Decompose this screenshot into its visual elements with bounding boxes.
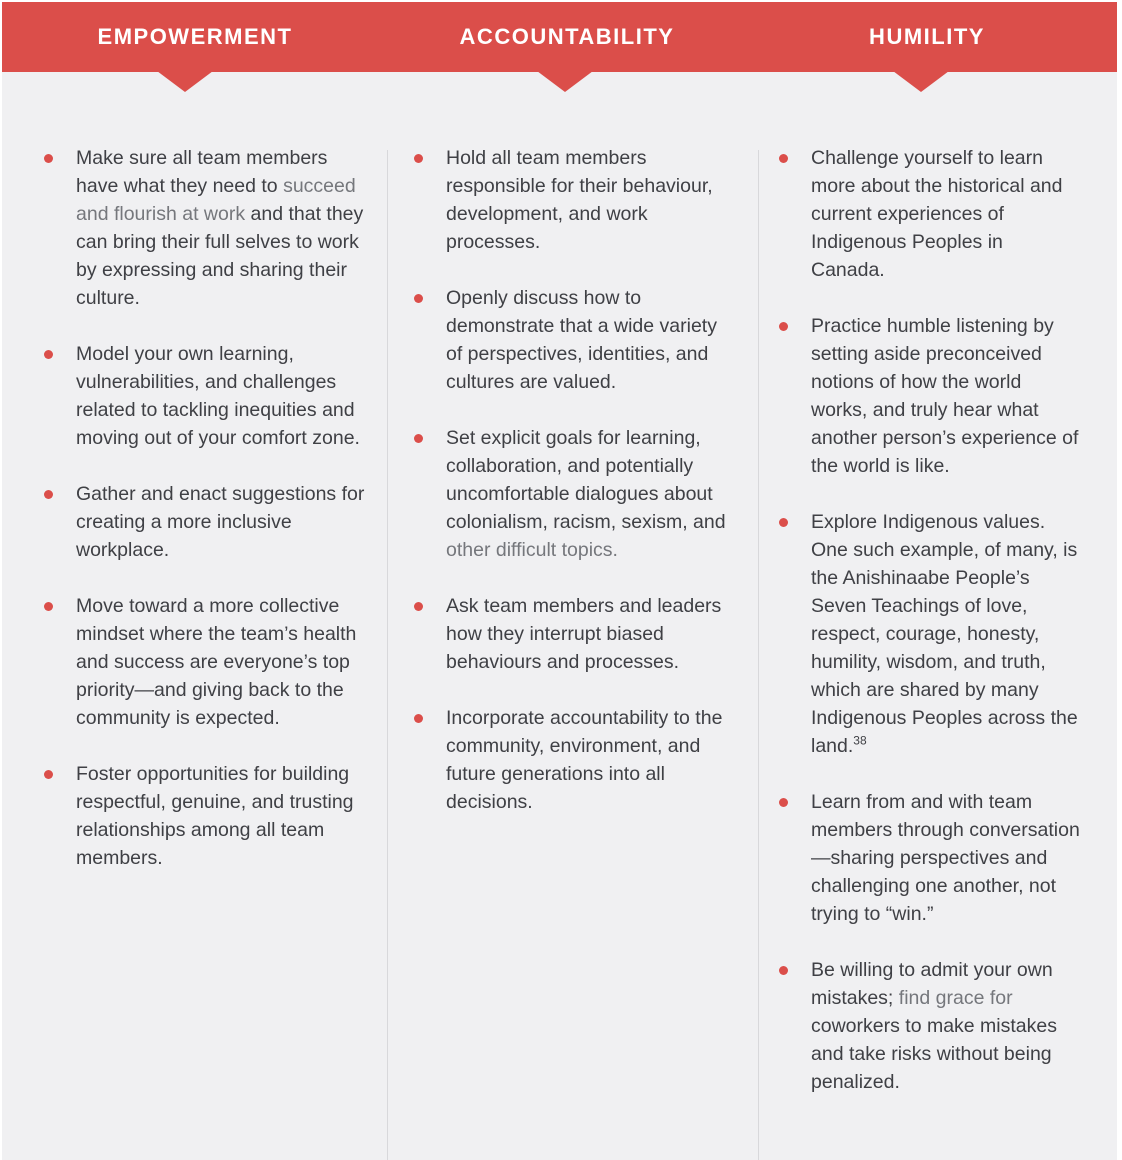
- bullet-icon: [779, 518, 788, 527]
- list-item-text: Explore Indigenous values. One such example, of many, is the Anishinaabe People’s Seven Teachings of love, respect, courage, honesty, humility, wisdom, and truth, which are shared by many Indigenous Peoples across the land.$^{38}$: [811, 511, 1078, 757]
- list-item-text: Move toward a more collective mindset where the team’s health and success are everyone’s top priority—and giving back to the community is expected.: [76, 595, 357, 729]
- bullet-icon: [779, 322, 788, 331]
- list-item: [44, 760, 366, 872]
- list-item: [779, 144, 1081, 284]
- list-item-text: Incorporate accountability to the community, environment, and future generations into all decisions.: [446, 707, 723, 813]
- list-item: [779, 788, 1081, 928]
- column-divider-left: [387, 150, 388, 1160]
- list-item-text: Model your own learning, vulnerabilities, and challenges related to tackling inequities and moving out of your comfort zone.: [76, 343, 360, 449]
- accountability-list: [414, 144, 738, 844]
- bullet-icon: [414, 154, 423, 163]
- footnote-reference: 38: [853, 733, 867, 748]
- empowerment-list: [44, 144, 366, 900]
- bullet-icon: [44, 154, 53, 163]
- list-item-text: Ask team members and leaders how they interrupt biased behaviours and processes.: [446, 595, 722, 673]
- list-item: [414, 284, 738, 396]
- list-item-text: Hold all team members responsible for their behaviour, development, and work processes.: [446, 147, 713, 253]
- bullet-icon: [44, 350, 53, 359]
- list-item-text: Learn from and with team members through conversation—sharing perspectives and challenging one another, not trying to “win.”: [811, 791, 1080, 925]
- list-item-text: Set explicit goals for learning, collaboration, and potentially uncomfortable dialogues about colonialism, racism, sexism, and other difficult topics.: [446, 427, 726, 561]
- header-bar: [2, 2, 1117, 72]
- list-item: [44, 480, 366, 564]
- pointer-triangle-humility: [893, 71, 949, 92]
- list-item: [414, 704, 738, 816]
- column-divider-right: [758, 150, 759, 1160]
- list-item: [779, 312, 1081, 480]
- header-title-empowerment: EMPOWERMENT: [97, 24, 293, 49]
- bullet-icon: [44, 770, 53, 779]
- header-title-humility: HUMILITY: [869, 24, 985, 49]
- bullet-icon: [414, 714, 423, 723]
- bullet-icon: [779, 154, 788, 163]
- bullet-icon: [44, 602, 53, 611]
- bullet-icon: [779, 798, 788, 807]
- list-item: [44, 144, 366, 312]
- list-item: [779, 508, 1081, 760]
- pointer-triangle-empowerment: [157, 71, 213, 92]
- list-item-text: Openly discuss how to demonstrate that a wide variety of perspectives, identities, and cultures are valued.: [446, 287, 717, 393]
- list-item-text: Practice humble listening by setting aside preconceived notions of how the world works, and truly hear what another person’s experience of the world is like.: [811, 315, 1079, 477]
- list-item: [414, 144, 738, 256]
- list-item: [414, 424, 738, 564]
- bullet-icon: [414, 294, 423, 303]
- header-title-accountability: ACCOUNTABILITY: [459, 24, 675, 49]
- list-item-text: Gather and enact suggestions for creating a more inclusive workplace.: [76, 483, 365, 561]
- list-item: [779, 956, 1081, 1096]
- list-item: [44, 592, 366, 732]
- list-item-text: Foster opportunities for building respectful, genuine, and trusting relationships among all team members.: [76, 763, 354, 869]
- list-item-text: Make sure all team members have what they need to succeed and flourish at work and that they can bring their full selves to work by expressing and sharing their culture.: [76, 147, 364, 309]
- bullet-icon: [44, 490, 53, 499]
- list-item-text: Be willing to admit your own mistakes; find grace for coworkers to make mistakes and take risks without being penalized.: [811, 959, 1057, 1093]
- list-item: [414, 592, 738, 676]
- list-item: [44, 340, 366, 452]
- bullet-icon: [414, 434, 423, 443]
- bullet-icon: [779, 966, 788, 975]
- bullet-icon: [414, 602, 423, 611]
- pointer-triangle-accountability: [537, 71, 593, 92]
- list-item-text: Challenge yourself to learn more about the historical and current experiences of Indigenous Peoples in Canada.: [811, 147, 1063, 281]
- humility-list: [779, 144, 1081, 1124]
